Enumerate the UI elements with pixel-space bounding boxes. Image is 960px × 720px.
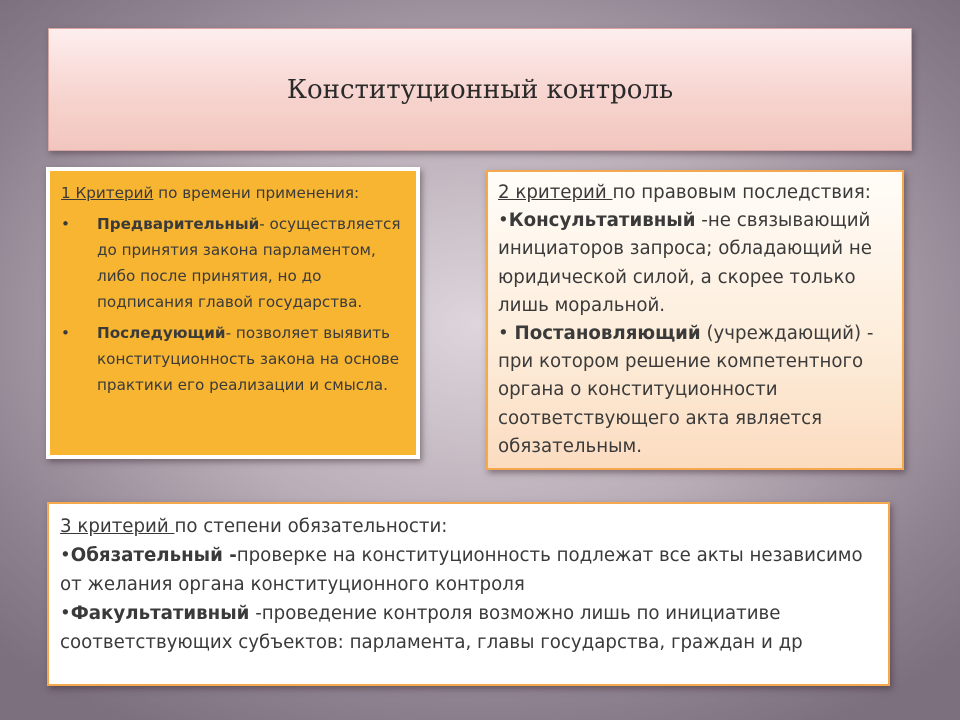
bullet-marker: • [498,210,509,232]
criterion-3-heading-link: 3 критерий [60,516,175,537]
criterion-3-heading [60,512,878,541]
criterion-2-item-term: Консультативный [508,210,696,232]
criterion-2-heading [498,179,892,207]
criterion-3-item-term: Факультативный [70,603,250,624]
criterion-1-item-preliminary [61,211,404,315]
criterion-1-item-desc: - осуществляется до принятия закона парламентом, либо после принятия, но до подписания главой государства. [97,215,401,311]
bullet-marker: • [60,545,71,566]
bullet-marker: • [498,323,515,345]
criterion-1-heading-link: 1 Критерий [61,184,154,202]
slide-title: Конституционный контроль [286,74,674,105]
bullet-marker: • [60,603,71,624]
title-box [48,28,912,151]
criterion-1-heading-rest: по времени применения: [153,184,360,202]
criterion-1-item-term: Последующий [97,324,226,342]
criterion-2-heading-link: 2 критерий [498,182,613,203]
criterion-2-heading-rest: по правовым последствия: [612,182,871,203]
criterion-2-item-consultative [498,207,892,320]
criterion-2-box [486,170,904,470]
criterion-2-item-binding [498,320,892,461]
criterion-3-item-desc: -проведение контроля возможно лишь по инициативе соответствующих субъектов: парламента, главы государства, граждан и др [60,603,803,653]
criterion-3-item-term: Обязательный - [70,545,237,566]
bullet-marker: • [61,215,70,233]
bullet-marker: • [61,324,70,342]
criterion-1-item-subsequent [61,320,404,398]
criterion-3-item-desc: проверке на конституционность подлежат все акты независимо от желания органа конституционного контроля [60,545,863,595]
criterion-1-box [46,167,420,459]
criterion-3-box [47,502,890,686]
criterion-3-heading-rest: по степени обязательности: [174,516,448,537]
criterion-2-item-desc: (учреждающий) - при котором решение компетентного органа о конституционности соответствующего акта является обязательным. [498,323,874,457]
criterion-1-item-term: Предварительный [97,215,260,233]
criterion-1-heading [61,180,404,206]
criterion-1-item-desc: - позволяет выявить конституционность закона на основе практики его реализации и смысла. [97,324,400,394]
criterion-2-item-desc: -не связывающий инициаторов запроса; обладающий не юридической силой, а скорее только лишь моральной. [498,210,872,316]
criterion-2-item-term: Постановляющий [514,323,701,345]
criterion-3-item-optional [60,599,878,657]
criterion-3-item-mandatory [60,541,878,599]
